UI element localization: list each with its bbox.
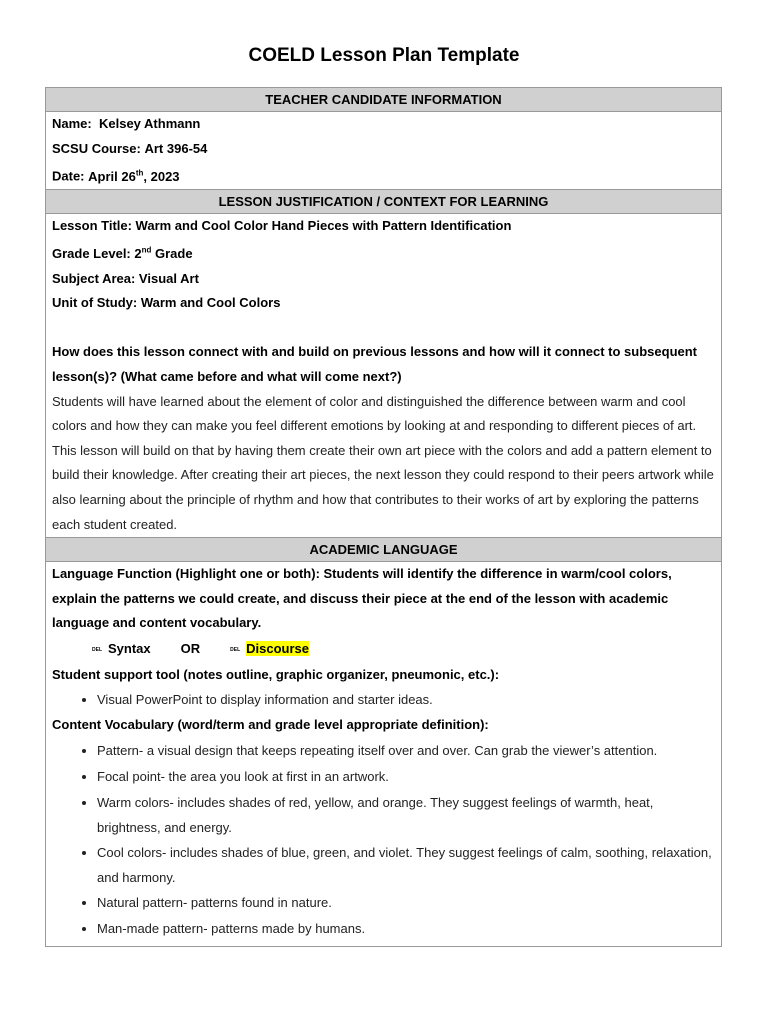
list-item: • Warm colors- includes shades of red, yellow, and orange. They suggest feelings of warmth, heat, brightness, and energy.	[97, 790, 715, 840]
teacher-info	[46, 112, 722, 190]
list-item: • Man-made pattern- patterns made by humans.	[97, 916, 715, 942]
vocab-label: Content Vocabulary (word/term and grade level appropriate definition):	[52, 717, 489, 733]
language-function: Language Function (Highlight one or both): Students will identify the difference in warm/cool colors, explain the patterns we could create, and discuss their piece at the end of the lesson with academic language and content vocabulary.	[52, 566, 672, 631]
connection-question: How does this lesson connect with and build on previous lessons and how will it connect to subsequent lesson(s)? (What came before and what will come next?)	[52, 344, 698, 384]
list-item: • Natural pattern- patterns found in nature.	[97, 890, 715, 916]
or-label: OR	[180, 640, 201, 656]
teacher-name: Kelsey Athmann	[98, 116, 201, 131]
option-discourse-highlighted: Discourse	[246, 640, 310, 656]
del-marker: DEL	[92, 646, 102, 653]
date-label: Date:	[52, 168, 85, 184]
document-title: COELD Lesson Plan Template	[248, 45, 520, 66]
list-item: • Pattern- a visual design that keeps repeating itself over and over. Can grab the viewer’s attention.	[97, 738, 715, 764]
support-tool-label: Student support tool (notes outline, graphic organizer, pneumonic, etc.):	[52, 666, 500, 682]
name-label: Name:	[52, 116, 92, 131]
section-header-academic: ACADEMIC LANGUAGE	[46, 538, 722, 562]
section-header-teacher: TEACHER CANDIDATE INFORMATION	[46, 88, 722, 112]
connection-answer: Students will have learned about the element of color and distinguished the difference between warm and cool colors and how they can make you feel different emotions by looking at and responding to different pieces of art. This lesson will build on that by having them create their own art piece with the colors and add a pattern element to build their knowledge. After creating their art pieces, the next lesson they could respond to their peers artwork while also learning about the principle of rhythm and how that contributes to their works of art by exploring the patterns each student created.	[52, 393, 714, 532]
subject-area: Subject Area: Visual Art	[52, 270, 199, 286]
list-item: • Cool colors- includes shades of blue, green, and violet. They suggest feelings of calm, soothing, relaxation, and harmony.	[97, 840, 715, 890]
lesson-plan-table	[45, 87, 722, 947]
option-syntax: Syntax	[108, 640, 151, 656]
course: Art 396-54	[144, 140, 208, 156]
grade-level: Grade Level: 2nd Grade	[52, 245, 193, 262]
date: April 26th, 2023	[88, 168, 180, 184]
academic-content	[46, 562, 722, 947]
section-header-justification: LESSON JUSTIFICATION / CONTEXT FOR LEARNING	[46, 190, 722, 214]
list-item: • Visual PowerPoint to display information and starter ideas.	[97, 687, 715, 713]
course-label: SCSU Course:	[52, 140, 141, 156]
del-marker: DEL	[230, 646, 241, 653]
lesson-title: Lesson Title: Warm and Cool Color Hand Pieces with Pattern Identification	[52, 218, 512, 234]
list-item: • Focal point- the area you look at first in an artwork.	[97, 764, 715, 790]
justification-content	[46, 214, 722, 538]
unit-of-study: Unit of Study: Warm and Cool Colors	[52, 295, 281, 311]
